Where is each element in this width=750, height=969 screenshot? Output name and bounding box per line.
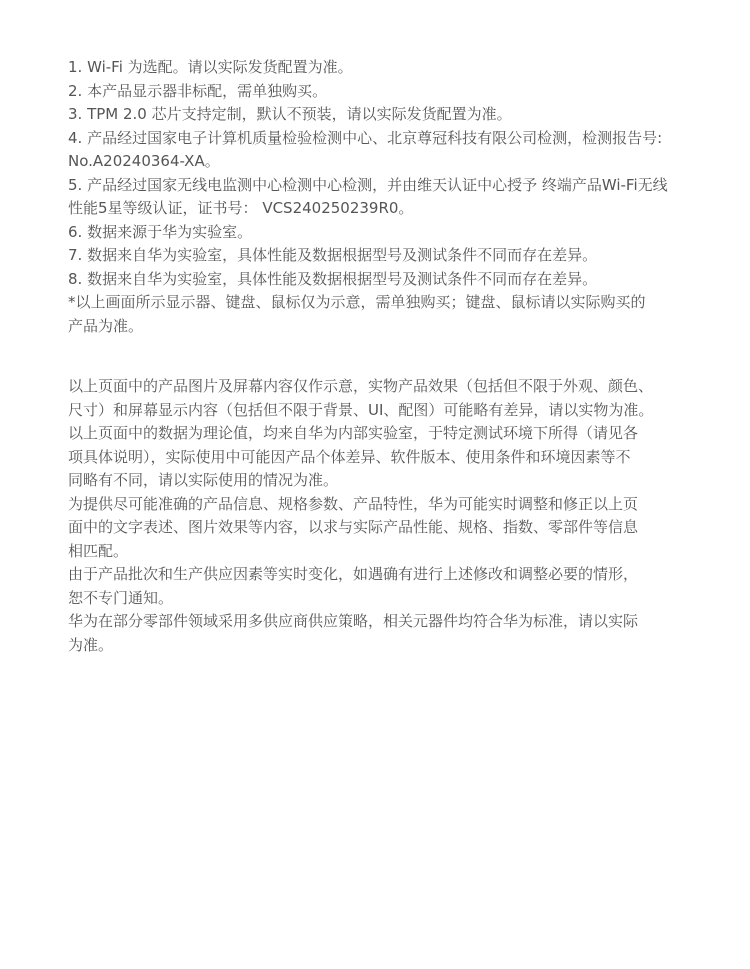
disclaimer-line: 以上页面中的数据为理论值，均来自华为内部实验室，于特定测试环境下所得（请见各: [68, 424, 639, 442]
disclaimer-line: 同略有不同，请以实际使用的情况为准。: [68, 471, 339, 489]
note-line: 3. TPM 2.0 芯片支持定制，默认不预装，请以实际发货配置为准。: [68, 105, 512, 123]
note-line: 8. 数据来自华为实验室，具体性能及数据根据型号及测试条件不同而存在差异。: [68, 269, 598, 288]
note-line: *以上画面所示显示器、键盘、鼠标仅为示意，需单独购买；键盘、鼠标请以实际购买的: [68, 293, 646, 311]
note-line: 产品为准。: [68, 316, 144, 335]
disclaimer-line: 相匹配。: [68, 541, 129, 560]
note-line: 6. 数据来源于华为实验室。: [68, 222, 253, 241]
disclaimer-line: 为提供尽可能准确的产品信息、规格参数、产品特性，华为可能实时调整和修正以上页: [68, 494, 639, 513]
note-line: No.A20240364-XA。: [68, 152, 220, 170]
disclaimer-line: 为准。: [68, 635, 114, 654]
note-line: 2. 本产品显示器非标配，需单独购买。: [68, 81, 328, 100]
disclaimer-section: [68, 375, 728, 657]
section-spacer: [68, 338, 728, 375]
note-line: 4. 产品经过国家电子计算机质量检验检测中心、北京尊冠科技有限公司检测，检测报告号:: [68, 128, 663, 147]
note-line: 1. Wi-Fi 为选配。请以实际发货配置为准。: [68, 58, 353, 76]
footnotes-section: [68, 56, 728, 657]
note-line: 5. 产品经过国家无线电监测中心检测中心检测，并由维天认证中心授予 终端产品Wi-Fi无线: [68, 175, 668, 194]
disclaimer-line: 华为在部分零部件领域采用多供应商供应策略，相关元器件均符合华为标准，请以实际: [68, 612, 639, 630]
disclaimer-line: 以上页面中的产品图片及屏幕内容仅作示意，实物产品效果（包括但不限于外观、颜色、: [68, 377, 654, 395]
disclaimer-line: 项具体说明），实际使用中可能因产品个体差异、软件版本、使用条件和环境因素等不: [68, 447, 631, 466]
note-line: 7. 数据来自华为实验室，具体性能及数据根据型号及测试条件不同而存在差异。: [68, 246, 598, 264]
disclaimer-line: 尺寸）和屏幕显示内容（包括但不限于背景、UI、配图）可能略有差异，请以实物为准。: [68, 400, 654, 419]
disclaimer-line: 面中的文字表述、图片效果等内容，以求与实际产品性能、规格、指数、零部件等信息: [68, 518, 639, 536]
note-line: 性能5星等级认证，证书号： VCS240250239R0。: [68, 199, 414, 217]
disclaimer-line: 由于产品批次和生产供应因素等实时变化，如遇确有进行上述修改和调整必要的情形，: [68, 565, 639, 583]
disclaimer-line: 恕不专门通知。: [68, 588, 174, 607]
